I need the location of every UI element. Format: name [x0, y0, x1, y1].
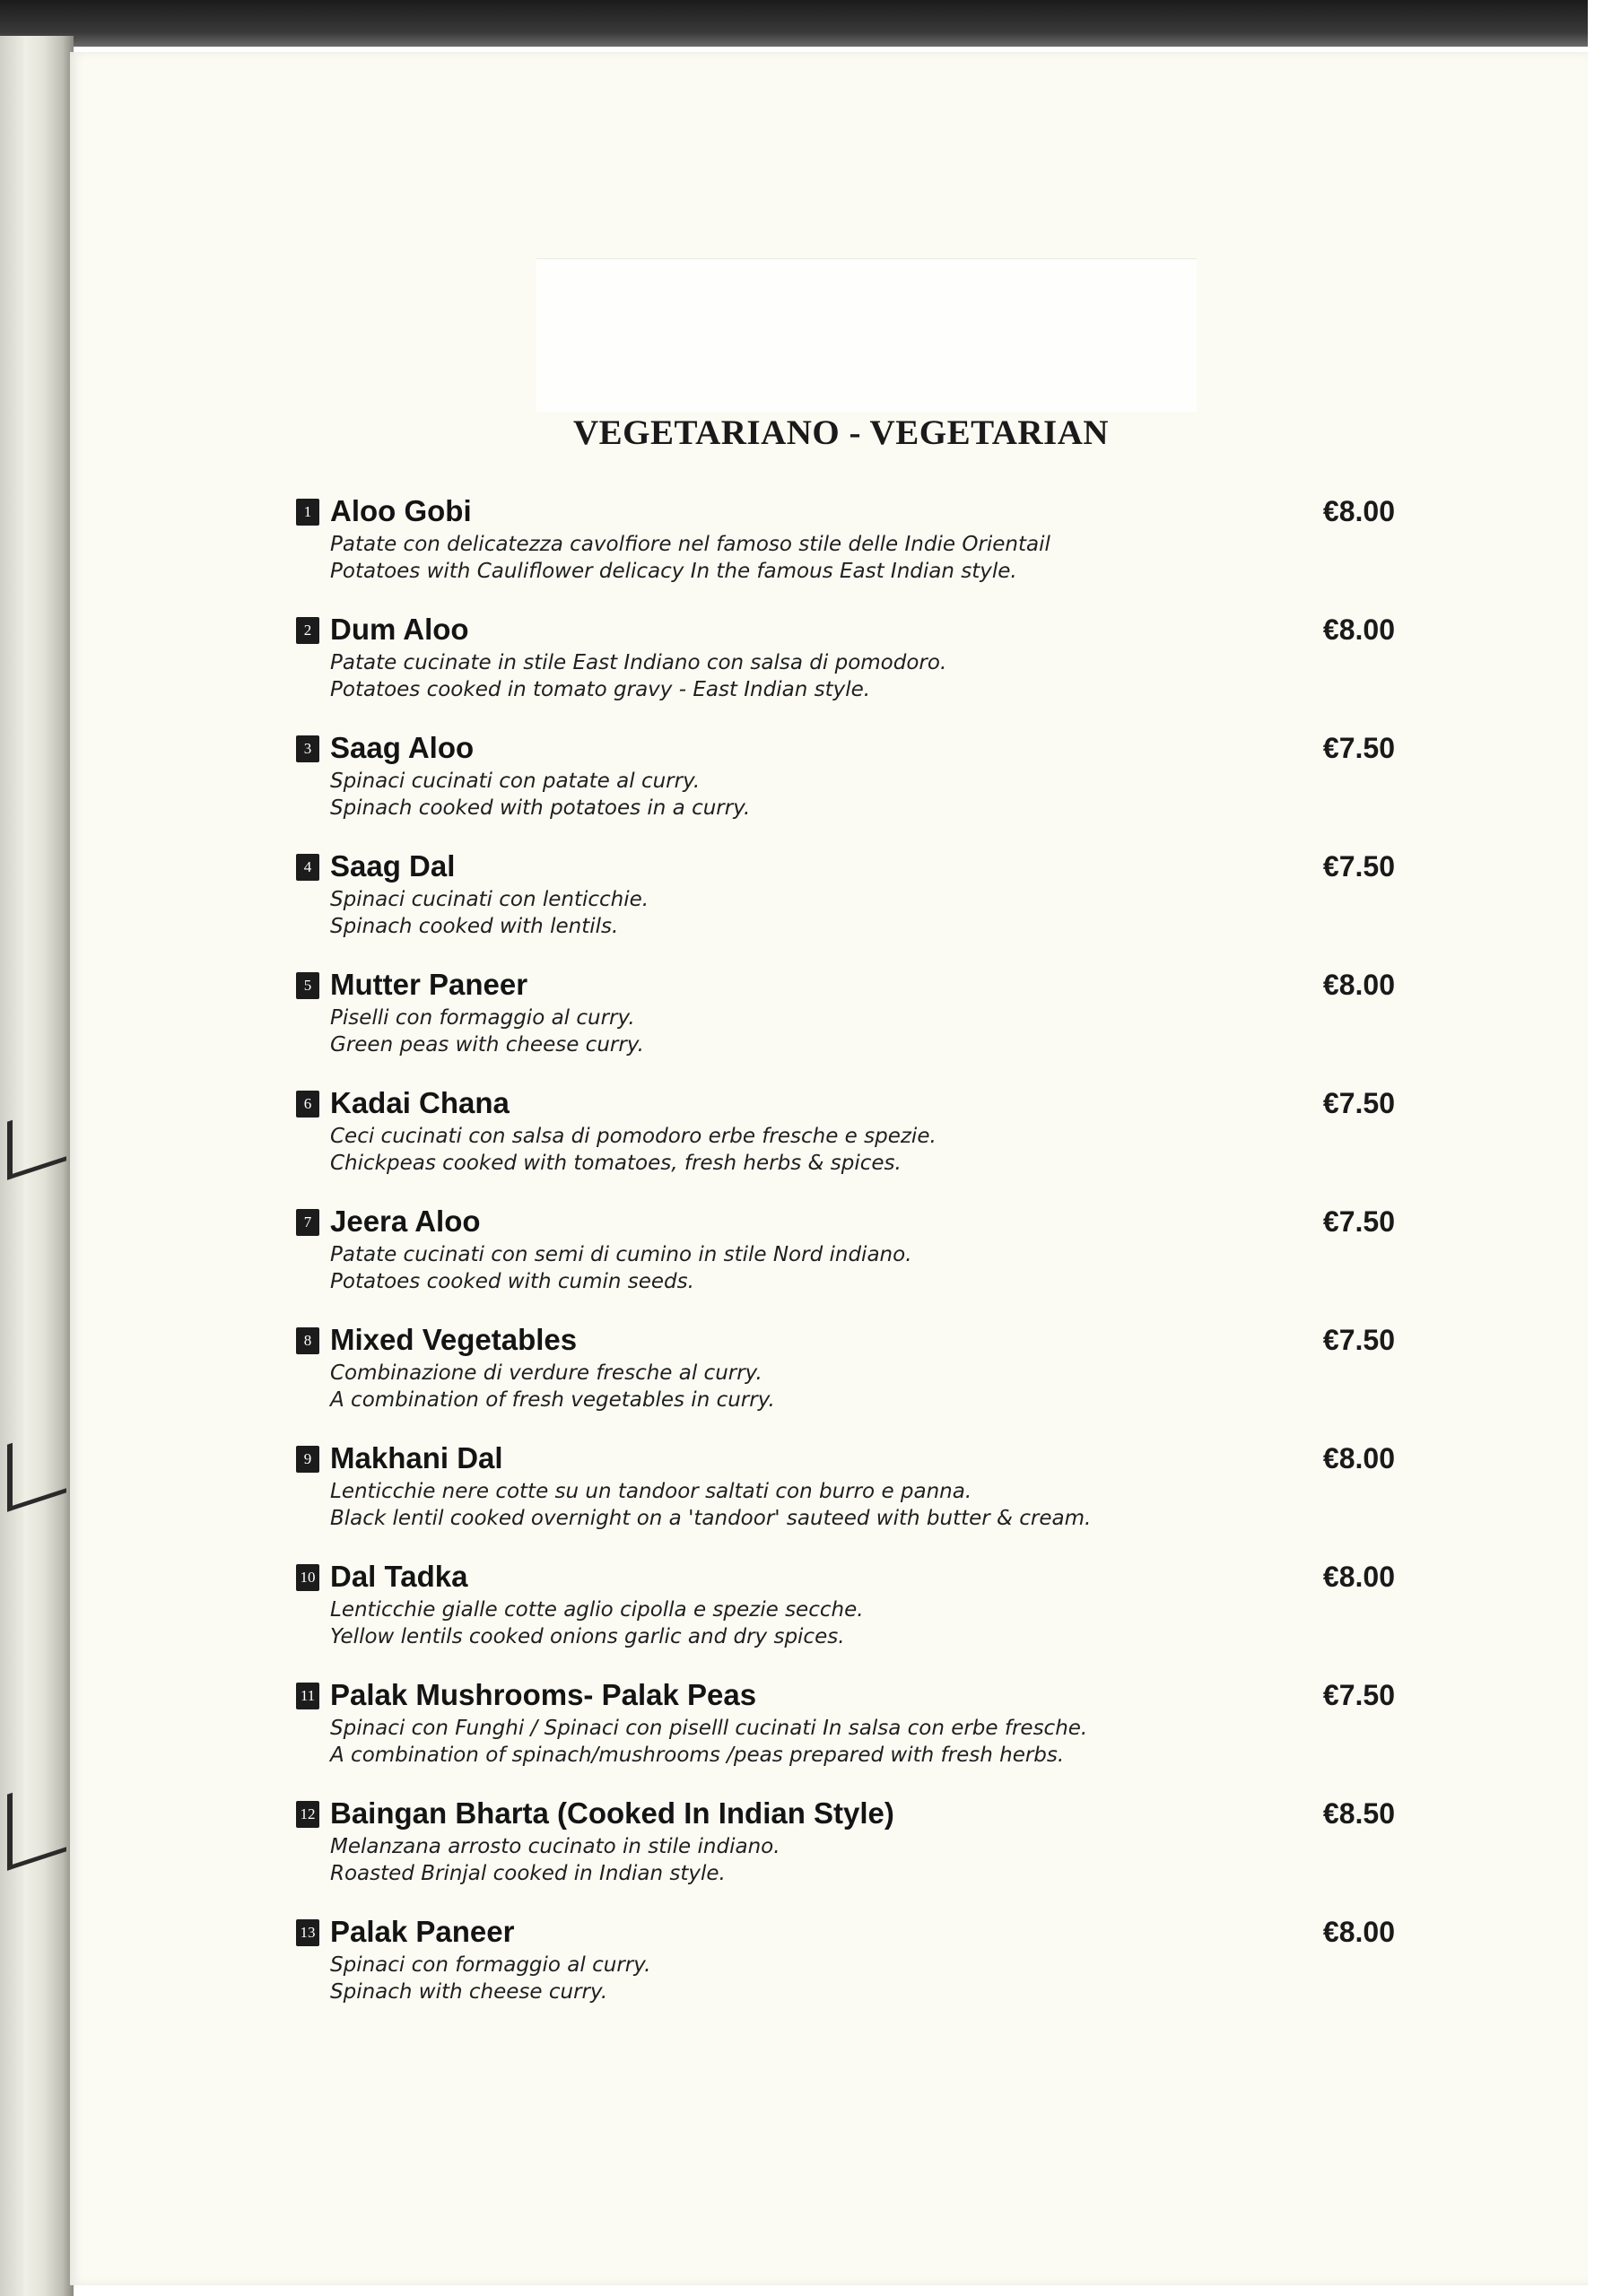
dish-description-italian: Lenticchie gialle cotte aglio cipolla e spezie secche.	[330, 1598, 864, 1622]
dish-item	[296, 1439, 1395, 1557]
dish-name: Palak Paneer	[330, 1915, 515, 1948]
dish-name: Mixed Vegetables	[330, 1323, 578, 1356]
scan-right-margin	[1588, 0, 1612, 2296]
dish-description-italian: Melanzana arrosto cucinato in stile indiano.	[330, 1835, 780, 1858]
dish-price: €7.50	[1322, 1087, 1395, 1119]
dish-price: €8.00	[1322, 613, 1395, 646]
menu-binding	[0, 36, 74, 2296]
dish-item	[296, 847, 1395, 965]
dish-description-italian: Patate cucinate in stile East Indiano con salsa di pomodoro.	[330, 651, 947, 674]
dish-description-english: Potatoes with Cauliflower delicacy In the famous East Indian style.	[330, 560, 1017, 583]
dish-name: Kadai Chana	[330, 1086, 510, 1119]
dish-price: €7.50	[1322, 732, 1395, 764]
dish-description-english: Spinach cooked with lentils.	[330, 915, 619, 938]
dish-description-italian: Spinaci cucinati con patate al curry.	[330, 770, 701, 793]
dish-item	[296, 1912, 1395, 2031]
dish-price: €7.50	[1322, 1679, 1395, 1711]
dish-number-badge: 4	[296, 854, 319, 881]
dish-list	[296, 491, 1395, 2031]
dish-description-english: Yellow lentils cooked onions garlic and dry spices.	[330, 1625, 845, 1648]
dish-number-badge: 6	[296, 1091, 319, 1118]
dish-description-english: A combination of fresh vegetables in curry.	[330, 1388, 775, 1412]
dish-number-badge: 10	[296, 1564, 319, 1591]
dish-description-english: A combination of spinach/mushrooms /peas prepared with fresh herbs.	[330, 1744, 1065, 1767]
dish-name: Dum Aloo	[330, 613, 469, 646]
dish-number-badge: 13	[296, 1919, 319, 1946]
dish-price: €8.00	[1322, 1442, 1395, 1474]
dish-description-english: Roasted Brinjal cooked in Indian style.	[330, 1862, 726, 1885]
dish-name: Dal Tadka	[330, 1560, 468, 1593]
dish-name: Palak Mushrooms- Palak Peas	[330, 1678, 757, 1711]
dish-price: €7.50	[1322, 1324, 1395, 1356]
dish-price: €8.00	[1322, 969, 1395, 1001]
dish-number-badge: 3	[296, 735, 319, 762]
dish-price: €7.50	[1322, 1205, 1395, 1238]
dish-number-badge: 12	[296, 1801, 319, 1828]
dish-description-italian: Piselli con formaggio al curry.	[330, 1006, 635, 1030]
dish-description-english: Spinach cooked with potatoes in a curry.	[330, 796, 751, 820]
dish-number-badge: 5	[296, 972, 319, 999]
dish-item	[296, 1794, 1395, 1912]
binding-mark	[7, 1775, 66, 1870]
dish-description-italian: Spinaci cucinati con lenticchie.	[330, 888, 649, 911]
dish-name: Makhani Dal	[330, 1441, 503, 1474]
dish-description-italian: Ceci cucinati con salsa di pomodoro erbe fresche e spezie.	[330, 1125, 937, 1148]
dish-description-english: Black lentil cooked overnight on a 'tandoor' sauteed with butter & cream.	[330, 1507, 1092, 1530]
dish-price: €7.50	[1322, 850, 1395, 883]
section-title: VEGETARIANO - VEGETARIAN	[572, 413, 1110, 452]
dish-item	[296, 1202, 1395, 1320]
dish-description-italian: Spinaci con Funghi / Spinaci con piselll cucinati In salsa con erbe fresche.	[330, 1717, 1088, 1740]
dish-item	[296, 610, 1395, 728]
dish-item	[296, 1675, 1395, 1794]
dish-number-badge: 9	[296, 1446, 319, 1473]
dish-item	[296, 491, 1395, 610]
dish-description-english: Potatoes cooked with cumin seeds.	[330, 1270, 694, 1293]
dish-price: €8.50	[1322, 1797, 1395, 1830]
binding-mark	[7, 1425, 66, 1511]
dish-description-english: Potatoes cooked in tomato gravy - East Indian style.	[330, 678, 871, 701]
dish-description-english: Green peas with cheese curry.	[330, 1033, 644, 1057]
dish-number-badge: 1	[296, 499, 319, 526]
dish-description-italian: Combinazione di verdure fresche al curry.	[330, 1361, 762, 1385]
dish-price: €8.00	[1322, 1916, 1395, 1948]
dish-item	[296, 1557, 1395, 1675]
dish-description-italian: Spinaci con formaggio al curry.	[330, 1953, 651, 1977]
dish-name: Mutter Paneer	[330, 968, 528, 1001]
dish-description-italian: Patate con delicatezza cavolfiore nel famoso stile delle Indie Orientail	[330, 533, 1050, 556]
dish-name: Baingan Bharta (Cooked In Indian Style)	[330, 1796, 894, 1830]
dish-description-italian: Patate cucinati con semi di cumino in stile Nord indiano.	[330, 1243, 912, 1266]
dish-price: €8.00	[1322, 495, 1395, 527]
dish-item	[296, 728, 1395, 847]
dish-name: Aloo Gobi	[330, 494, 472, 527]
dish-number-badge: 2	[296, 617, 319, 644]
logo-patch	[536, 258, 1197, 412]
dish-price: €8.00	[1322, 1561, 1395, 1593]
dish-name: Saag Aloo	[330, 731, 475, 764]
dish-number-badge: 11	[296, 1683, 319, 1709]
binding-mark	[7, 1102, 66, 1179]
dish-item	[296, 1083, 1395, 1202]
dish-description-italian: Lenticchie nere cotte su un tandoor saltati con burro e panna.	[330, 1480, 972, 1503]
dish-name: Saag Dal	[330, 849, 456, 883]
dish-number-badge: 8	[296, 1327, 319, 1354]
dish-item	[296, 965, 1395, 1083]
dish-description-english: Spinach with cheese curry.	[330, 1980, 608, 2004]
dish-item	[296, 1320, 1395, 1439]
dish-name: Jeera Aloo	[330, 1205, 481, 1238]
dish-number-badge: 7	[296, 1209, 319, 1236]
scan-top-edge	[0, 0, 1588, 47]
dish-description-english: Chickpeas cooked with tomatoes, fresh herbs & spices.	[330, 1152, 902, 1175]
